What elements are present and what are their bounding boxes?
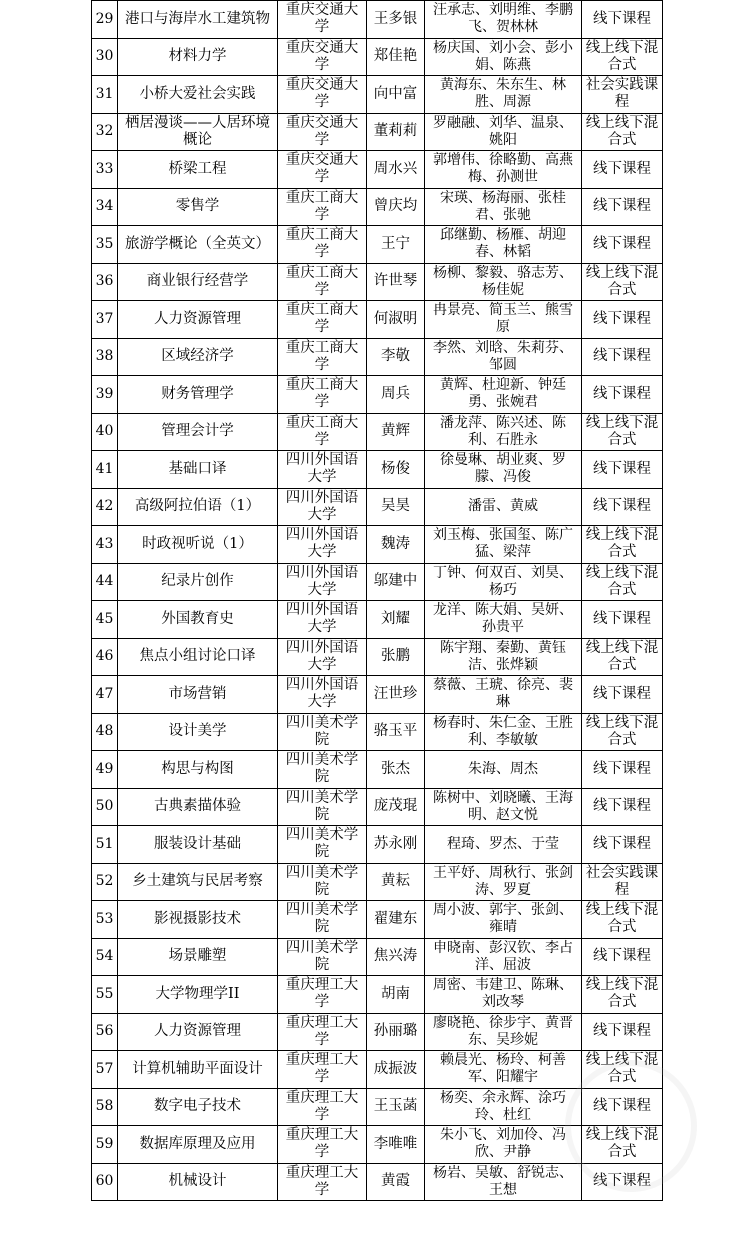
team-members: 宋瑛、杨海丽、张桂君、张驰 (425, 188, 582, 226)
row-number: 56 (92, 1013, 118, 1051)
row-number: 53 (92, 901, 118, 939)
row-number: 38 (92, 338, 118, 376)
team-members: 杨柳、黎毅、骆志芳、杨佳妮 (425, 263, 582, 301)
table-row (92, 1, 663, 39)
lead-teacher: 翟建东 (367, 901, 425, 939)
team-members: 潘龙萍、陈兴述、陈利、石胜永 (425, 413, 582, 451)
row-number: 54 (92, 938, 118, 976)
school-name: 重庆工商大学 (278, 188, 367, 226)
course-name: 影视摄影技术 (118, 901, 278, 939)
school-name: 重庆交通大学 (278, 113, 367, 151)
school-name: 重庆工商大学 (278, 376, 367, 414)
row-number: 39 (92, 376, 118, 414)
row-number: 44 (92, 563, 118, 601)
school-name: 重庆理工大学 (278, 1126, 367, 1164)
lead-teacher: 杨俊 (367, 451, 425, 489)
course-type: 线下课程 (582, 1, 663, 39)
team-members: 邱继勤、杨雁、胡迎春、林韬 (425, 226, 582, 264)
team-members: 刘玉梅、张国玺、陈广猛、梁萍 (425, 526, 582, 564)
course-name: 机械设计 (118, 1163, 278, 1201)
row-number: 45 (92, 601, 118, 639)
row-number: 40 (92, 413, 118, 451)
school-name: 重庆工商大学 (278, 301, 367, 339)
table-row (92, 338, 663, 376)
lead-teacher: 苏永刚 (367, 826, 425, 864)
table-row (92, 376, 663, 414)
course-type: 线下课程 (582, 676, 663, 714)
school-name: 重庆理工大学 (278, 1088, 367, 1126)
school-name: 重庆工商大学 (278, 226, 367, 264)
row-number: 46 (92, 638, 118, 676)
course-name: 数字电子技术 (118, 1088, 278, 1126)
lead-teacher: 焦兴涛 (367, 938, 425, 976)
table-row (92, 526, 663, 564)
course-name: 数据库原理及应用 (118, 1126, 278, 1164)
lead-teacher: 王宁 (367, 226, 425, 264)
course-type: 线下课程 (582, 226, 663, 264)
team-members: 周小波、郭宇、张剑、雍晴 (425, 901, 582, 939)
school-name: 重庆交通大学 (278, 151, 367, 189)
table-row (92, 713, 663, 751)
course-name: 乡土建筑与民居考察 (118, 863, 278, 901)
team-members: 陈树中、刘晓曦、王海明、赵文悦 (425, 788, 582, 826)
course-name: 时政视听说（1） (118, 526, 278, 564)
course-type: 线下课程 (582, 826, 663, 864)
school-name: 重庆工商大学 (278, 413, 367, 451)
lead-teacher: 魏涛 (367, 526, 425, 564)
row-number: 47 (92, 676, 118, 714)
school-name: 四川外国语大学 (278, 638, 367, 676)
course-type: 线下课程 (582, 151, 663, 189)
row-number: 33 (92, 151, 118, 189)
table-row (92, 226, 663, 264)
team-members: 周密、韦建卫、陈琳、刘改琴 (425, 976, 582, 1014)
team-members: 廖晓艳、徐步宇、黄晋东、吴珍妮 (425, 1013, 582, 1051)
table-row (92, 638, 663, 676)
team-members: 朱小飞、刘加伶、冯欣、尹静 (425, 1126, 582, 1164)
lead-teacher: 吴昊 (367, 488, 425, 526)
course-name: 旅游学概论（全英文） (118, 226, 278, 264)
lead-teacher: 曾庆均 (367, 188, 425, 226)
team-members: 罗融融、刘华、温泉、姚阳 (425, 113, 582, 151)
lead-teacher: 张杰 (367, 751, 425, 789)
row-number: 42 (92, 488, 118, 526)
team-members: 黄海东、朱东生、林胜、周源 (425, 76, 582, 114)
school-name: 四川外国语大学 (278, 563, 367, 601)
lead-teacher: 王玉菡 (367, 1088, 425, 1126)
course-type: 社会实践课程 (582, 863, 663, 901)
team-members: 杨岩、吴敏、舒锐志、王想 (425, 1163, 582, 1201)
lead-teacher: 黄辉 (367, 413, 425, 451)
course-name: 财务管理学 (118, 376, 278, 414)
table-row (92, 751, 663, 789)
lead-teacher: 王多银 (367, 1, 425, 39)
course-type: 线下课程 (582, 451, 663, 489)
course-name: 人力资源管理 (118, 301, 278, 339)
row-number: 59 (92, 1126, 118, 1164)
lead-teacher: 郑佳艳 (367, 38, 425, 76)
course-type: 线下课程 (582, 751, 663, 789)
team-members: 潘雷、黄威 (425, 488, 582, 526)
course-name: 管理会计学 (118, 413, 278, 451)
row-number: 41 (92, 451, 118, 489)
row-number: 34 (92, 188, 118, 226)
school-name: 重庆理工大学 (278, 1163, 367, 1201)
course-type: 线上线下混合式 (582, 638, 663, 676)
team-members: 汪承志、刘明维、李鹏飞、贺林林 (425, 1, 582, 39)
lead-teacher: 向中富 (367, 76, 425, 114)
row-number: 58 (92, 1088, 118, 1126)
table-row (92, 563, 663, 601)
course-name: 市场营销 (118, 676, 278, 714)
lead-teacher: 庞茂琨 (367, 788, 425, 826)
table-row (92, 1163, 663, 1201)
team-members: 丁钟、何双百、刘昊、杨巧 (425, 563, 582, 601)
row-number: 50 (92, 788, 118, 826)
course-table (91, 0, 663, 1201)
course-name: 人力资源管理 (118, 1013, 278, 1051)
lead-teacher: 骆玉平 (367, 713, 425, 751)
course-name: 栖居漫谈——人居环境概论 (118, 113, 278, 151)
row-number: 43 (92, 526, 118, 564)
table-row (92, 263, 663, 301)
lead-teacher: 李唯唯 (367, 1126, 425, 1164)
course-type: 线上线下混合式 (582, 563, 663, 601)
school-name: 四川外国语大学 (278, 488, 367, 526)
school-name: 重庆理工大学 (278, 1051, 367, 1089)
table-row (92, 1013, 663, 1051)
lead-teacher: 孙丽璐 (367, 1013, 425, 1051)
school-name: 重庆交通大学 (278, 38, 367, 76)
school-name: 四川外国语大学 (278, 451, 367, 489)
course-name: 服装设计基础 (118, 826, 278, 864)
course-name: 材料力学 (118, 38, 278, 76)
lead-teacher: 董莉莉 (367, 113, 425, 151)
course-type: 线上线下混合式 (582, 901, 663, 939)
course-type: 线下课程 (582, 788, 663, 826)
lead-teacher: 许世琴 (367, 263, 425, 301)
table-row (92, 151, 663, 189)
school-name: 四川美术学院 (278, 713, 367, 751)
school-name: 四川美术学院 (278, 826, 367, 864)
lead-teacher: 周水兴 (367, 151, 425, 189)
row-number: 48 (92, 713, 118, 751)
course-type: 线下课程 (582, 338, 663, 376)
team-members: 杨奕、余永辉、涂巧玲、杜红 (425, 1088, 582, 1126)
row-number: 30 (92, 38, 118, 76)
lead-teacher: 邬建中 (367, 563, 425, 601)
lead-teacher: 刘耀 (367, 601, 425, 639)
course-name: 古典素描体验 (118, 788, 278, 826)
lead-teacher: 汪世珍 (367, 676, 425, 714)
school-name: 四川美术学院 (278, 938, 367, 976)
table-row (92, 1051, 663, 1089)
table-row (92, 788, 663, 826)
table-row (92, 601, 663, 639)
school-name: 四川美术学院 (278, 751, 367, 789)
school-name: 四川外国语大学 (278, 601, 367, 639)
row-number: 36 (92, 263, 118, 301)
row-number: 29 (92, 1, 118, 39)
course-type: 线下课程 (582, 488, 663, 526)
course-name: 外国教育史 (118, 601, 278, 639)
row-number: 60 (92, 1163, 118, 1201)
team-members: 程琦、罗杰、于莹 (425, 826, 582, 864)
course-table-body (92, 1, 663, 1201)
lead-teacher: 周兵 (367, 376, 425, 414)
team-members: 王平妤、周秋行、张剑涛、罗夏 (425, 863, 582, 901)
course-type: 社会实践课程 (582, 76, 663, 114)
row-number: 52 (92, 863, 118, 901)
course-type: 线下课程 (582, 1088, 663, 1126)
team-members: 杨春时、朱仁金、王胜利、李敏敏 (425, 713, 582, 751)
row-number: 32 (92, 113, 118, 151)
course-name: 零售学 (118, 188, 278, 226)
course-type: 线上线下混合式 (582, 113, 663, 151)
table-row (92, 826, 663, 864)
course-type: 线上线下混合式 (582, 38, 663, 76)
course-type: 线下课程 (582, 301, 663, 339)
lead-teacher: 胡南 (367, 976, 425, 1014)
table-row (92, 413, 663, 451)
course-type: 线下课程 (582, 376, 663, 414)
table-row (92, 863, 663, 901)
course-name: 区域经济学 (118, 338, 278, 376)
course-type: 线上线下混合式 (582, 1126, 663, 1164)
team-members: 赖晨光、杨玲、柯善军、阳耀宇 (425, 1051, 582, 1089)
row-number: 37 (92, 301, 118, 339)
row-number: 35 (92, 226, 118, 264)
course-name: 商业银行经营学 (118, 263, 278, 301)
table-row (92, 188, 663, 226)
team-members: 郭增伟、徐略勤、高燕梅、孙测世 (425, 151, 582, 189)
course-name: 高级阿拉伯语（1） (118, 488, 278, 526)
course-type: 线上线下混合式 (582, 1051, 663, 1089)
row-number: 51 (92, 826, 118, 864)
course-type: 线上线下混合式 (582, 526, 663, 564)
team-members: 杨庆国、刘小会、彭小娟、陈燕 (425, 38, 582, 76)
course-name: 大学物理学II (118, 976, 278, 1014)
team-members: 徐曼琳、胡业爽、罗朦、冯俊 (425, 451, 582, 489)
table-row (92, 451, 663, 489)
team-members: 龙洋、陈大娟、吴妍、孙贵平 (425, 601, 582, 639)
course-name: 场景雕塑 (118, 938, 278, 976)
school-name: 重庆工商大学 (278, 263, 367, 301)
course-type: 线下课程 (582, 188, 663, 226)
team-members: 李然、刘晗、朱莉芬、邹圆 (425, 338, 582, 376)
table-row (92, 901, 663, 939)
course-type: 线下课程 (582, 1163, 663, 1201)
course-type: 线上线下混合式 (582, 413, 663, 451)
course-name: 焦点小组讨论口译 (118, 638, 278, 676)
course-name: 桥梁工程 (118, 151, 278, 189)
course-name: 设计美学 (118, 713, 278, 751)
row-number: 55 (92, 976, 118, 1014)
school-name: 重庆理工大学 (278, 976, 367, 1014)
team-members: 冉景亮、简玉兰、熊雪原 (425, 301, 582, 339)
lead-teacher: 黄耘 (367, 863, 425, 901)
table-row (92, 676, 663, 714)
table-row (92, 938, 663, 976)
course-name: 构思与构图 (118, 751, 278, 789)
course-name: 计算机辅助平面设计 (118, 1051, 278, 1089)
table-row (92, 976, 663, 1014)
row-number: 49 (92, 751, 118, 789)
school-name: 重庆交通大学 (278, 1, 367, 39)
course-name: 小桥大爱社会实践 (118, 76, 278, 114)
table-row (92, 488, 663, 526)
school-name: 四川美术学院 (278, 863, 367, 901)
row-number: 57 (92, 1051, 118, 1089)
course-name: 港口与海岸水工建筑物 (118, 1, 278, 39)
table-row (92, 113, 663, 151)
team-members: 陈宇翔、秦勤、黄钰洁、张烨颖 (425, 638, 582, 676)
team-members: 申晓南、彭汉钦、李占洋、屈波 (425, 938, 582, 976)
school-name: 四川外国语大学 (278, 676, 367, 714)
team-members: 蔡薇、王琥、徐亮、裴琳 (425, 676, 582, 714)
watermark-logo (565, 1060, 697, 1192)
school-name: 重庆工商大学 (278, 338, 367, 376)
school-name: 重庆理工大学 (278, 1013, 367, 1051)
course-type: 线上线下混合式 (582, 263, 663, 301)
school-name: 四川外国语大学 (278, 526, 367, 564)
lead-teacher: 何淑明 (367, 301, 425, 339)
table-row (92, 38, 663, 76)
lead-teacher: 黄霞 (367, 1163, 425, 1201)
school-name: 四川美术学院 (278, 901, 367, 939)
lead-teacher: 张鹏 (367, 638, 425, 676)
course-type: 线下课程 (582, 601, 663, 639)
row-number: 31 (92, 76, 118, 114)
course-name: 纪录片创作 (118, 563, 278, 601)
school-name: 重庆交通大学 (278, 76, 367, 114)
course-type: 线上线下混合式 (582, 713, 663, 751)
school-name: 四川美术学院 (278, 788, 367, 826)
course-type: 线下课程 (582, 1013, 663, 1051)
course-type: 线下课程 (582, 938, 663, 976)
team-members: 黄辉、杜迎新、钟廷勇、张婉君 (425, 376, 582, 414)
course-name: 基础口译 (118, 451, 278, 489)
table-row (92, 301, 663, 339)
lead-teacher: 李敬 (367, 338, 425, 376)
lead-teacher: 成振波 (367, 1051, 425, 1089)
team-members: 朱海、周杰 (425, 751, 582, 789)
course-type: 线上线下混合式 (582, 976, 663, 1014)
table-row (92, 76, 663, 114)
